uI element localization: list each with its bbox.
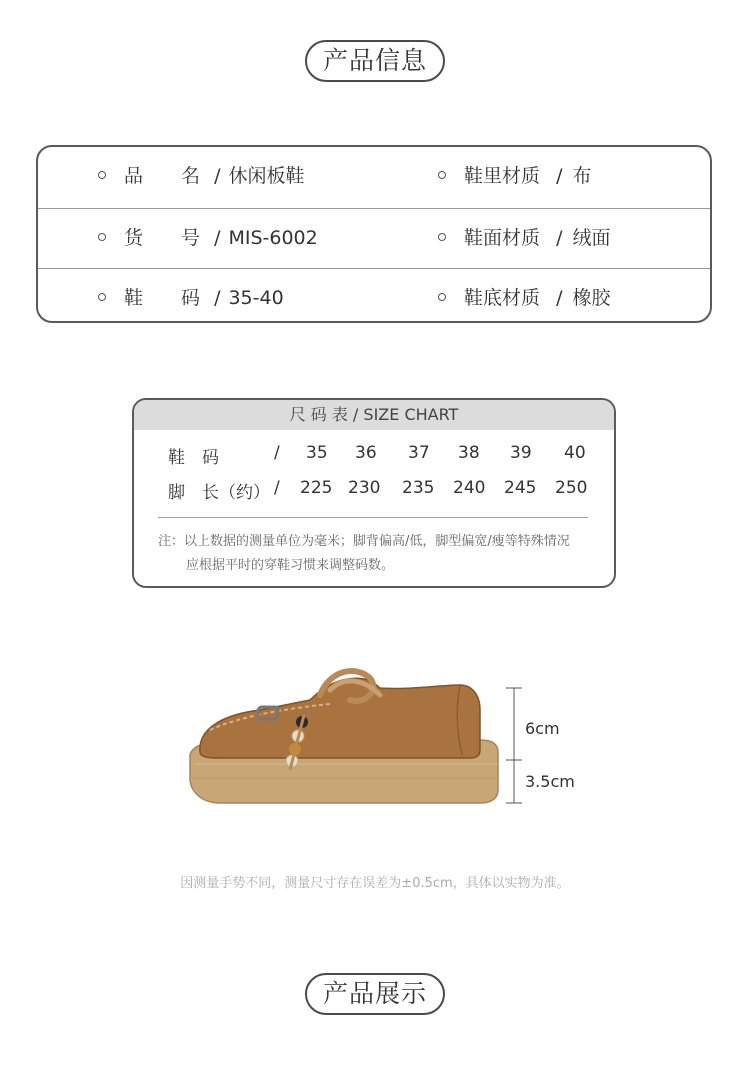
info-separator: /	[556, 165, 563, 187]
bullet-icon	[438, 171, 446, 179]
size-chart-header: 尺 码 表 / SIZE CHART	[134, 400, 614, 430]
info-value: 绒面	[572, 227, 611, 249]
section-title-product-info: 产品信息	[305, 40, 445, 82]
info-cell-item-no	[98, 209, 318, 268]
size-cell: 38	[458, 443, 480, 463]
info-row	[38, 147, 710, 206]
info-separator: /	[556, 227, 563, 249]
size-row-foot-length	[134, 478, 614, 502]
info-label: 鞋面材质	[464, 227, 541, 249]
size-cell: 35	[306, 443, 328, 463]
size-row-size	[134, 443, 614, 467]
info-value: 休闲板鞋	[228, 165, 305, 187]
bullet-icon	[438, 233, 446, 241]
info-label: 鞋里材质	[464, 165, 541, 187]
size-row-separator: /	[274, 443, 280, 463]
size-cell: 37	[408, 443, 430, 463]
info-value: 橡胶	[572, 287, 611, 309]
bullet-icon	[438, 293, 446, 301]
info-row	[38, 268, 710, 328]
section-title-product-display: 产品展示	[305, 973, 445, 1015]
measurement-disclaimer: 因测量手势不同，测量尺寸存在误差为±0.5cm，具体以实物为准。	[180, 876, 570, 891]
divider	[158, 517, 588, 518]
info-value: 35-40	[228, 287, 284, 309]
info-cell-lining	[438, 147, 591, 206]
info-cell-name	[98, 147, 304, 206]
info-separator: /	[214, 227, 221, 249]
size-cell: 225	[300, 478, 333, 498]
info-cell-sole	[438, 269, 610, 328]
info-label: 货 号	[124, 227, 201, 249]
bullet-icon	[98, 233, 106, 241]
sole-height-label: 3.5cm	[525, 772, 575, 791]
size-cell: 250	[555, 478, 588, 498]
bullet-icon	[98, 171, 106, 179]
size-note	[158, 530, 570, 578]
info-value: 布	[572, 165, 592, 187]
info-label: 鞋 码	[124, 287, 201, 309]
size-cell: 240	[453, 478, 486, 498]
size-chart	[132, 398, 616, 588]
info-separator: /	[556, 287, 563, 309]
info-label: 鞋底材质	[464, 287, 541, 309]
bullet-icon	[98, 293, 106, 301]
info-cell-upper	[438, 209, 610, 268]
size-cell: 36	[355, 443, 377, 463]
info-separator: /	[214, 287, 221, 309]
size-row-separator: /	[274, 478, 280, 498]
info-separator: /	[214, 165, 221, 187]
size-cell: 245	[504, 478, 537, 498]
size-note-line: 注：以上数据的测量单位为毫米；脚背偏高/低，脚型偏宽/瘦等特殊情况	[158, 534, 570, 549]
size-cell: 39	[510, 443, 532, 463]
upper-height-label: 6cm	[525, 719, 560, 738]
info-row	[38, 208, 710, 268]
info-cell-size	[98, 269, 284, 328]
size-row-label: 鞋 码	[168, 448, 219, 468]
info-value: MIS-6002	[228, 227, 318, 249]
shoe-illustration	[180, 660, 600, 810]
size-row-label: 脚 长（约）	[168, 483, 270, 503]
product-info-table	[36, 145, 712, 323]
size-cell: 40	[564, 443, 586, 463]
size-cell: 235	[402, 478, 435, 498]
size-cell: 230	[348, 478, 381, 498]
info-label: 品 名	[124, 165, 201, 187]
size-note-line: 应根据平时的穿鞋习惯来调整码数。	[186, 558, 395, 573]
